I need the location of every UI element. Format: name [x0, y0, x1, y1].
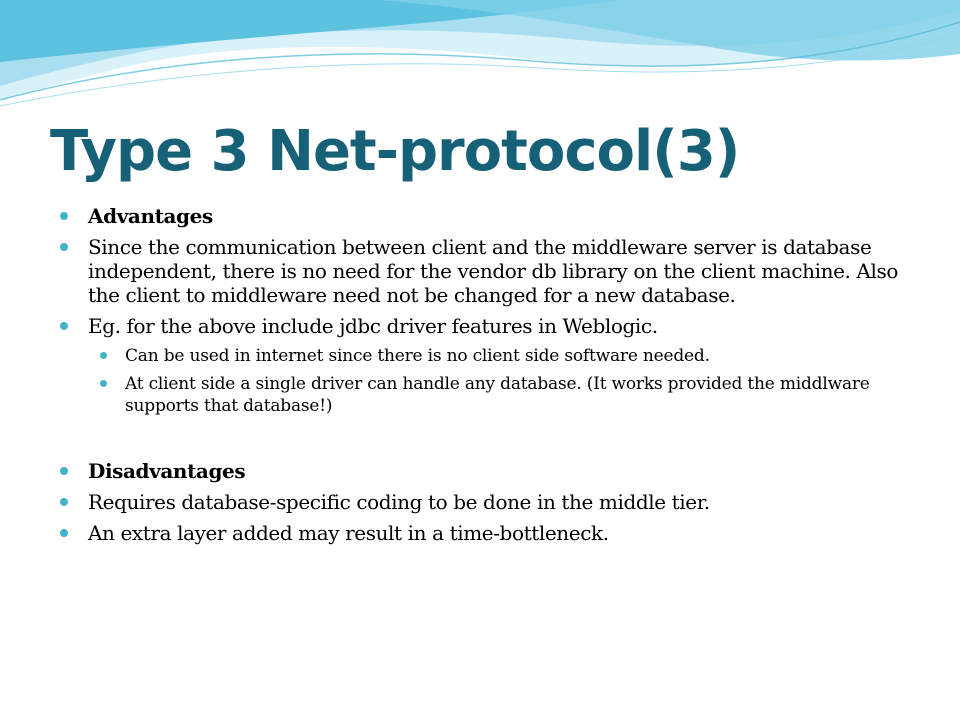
bullet-dot-icon — [60, 467, 68, 475]
list-item — [60, 235, 920, 307]
bullet-text: An extra layer added may result in a time-bottleneck. — [88, 521, 609, 545]
list-item — [60, 314, 920, 338]
bullet-dot-icon — [60, 243, 68, 251]
list-item — [60, 521, 920, 545]
bullet-text: Advantages — [88, 204, 213, 228]
bullet-text: Disadvantages — [88, 459, 246, 483]
list-item — [60, 490, 920, 514]
slide-title: Type 3 Net-protocol(3) — [50, 119, 740, 184]
list-item — [60, 204, 920, 228]
bullet-text: Can be used in internet since there is no client side software needed. — [125, 346, 710, 366]
bullet-dot-icon — [60, 322, 68, 330]
bullet-dot-icon — [60, 529, 68, 537]
bullet-dot-icon — [100, 380, 107, 387]
bullet-text: Requires database-specific coding to be done in the middle tier. — [88, 490, 710, 514]
bullet-dot-icon — [100, 352, 107, 359]
decorative-wave-header — [0, 0, 960, 110]
bullet-text: Eg. for the above include jdbc driver features in Weblogic. — [88, 314, 658, 338]
sub-list-item — [60, 373, 920, 417]
bullet-dot-icon — [60, 212, 68, 220]
bullet-text: At client side a single driver can handle any database. (It works provided the middlware supports that database!) — [125, 374, 870, 416]
bullet-dot-icon — [60, 498, 68, 506]
bullet-text: Since the communication between client and the middleware server is database independent, there is no need for the vendor db library on the client machine. Also the client to middleware need not be changed for a new database. — [88, 235, 898, 307]
list-item — [60, 459, 920, 483]
sub-list-item — [60, 345, 920, 367]
bullet-list — [60, 204, 920, 545]
slide-body — [60, 204, 920, 552]
